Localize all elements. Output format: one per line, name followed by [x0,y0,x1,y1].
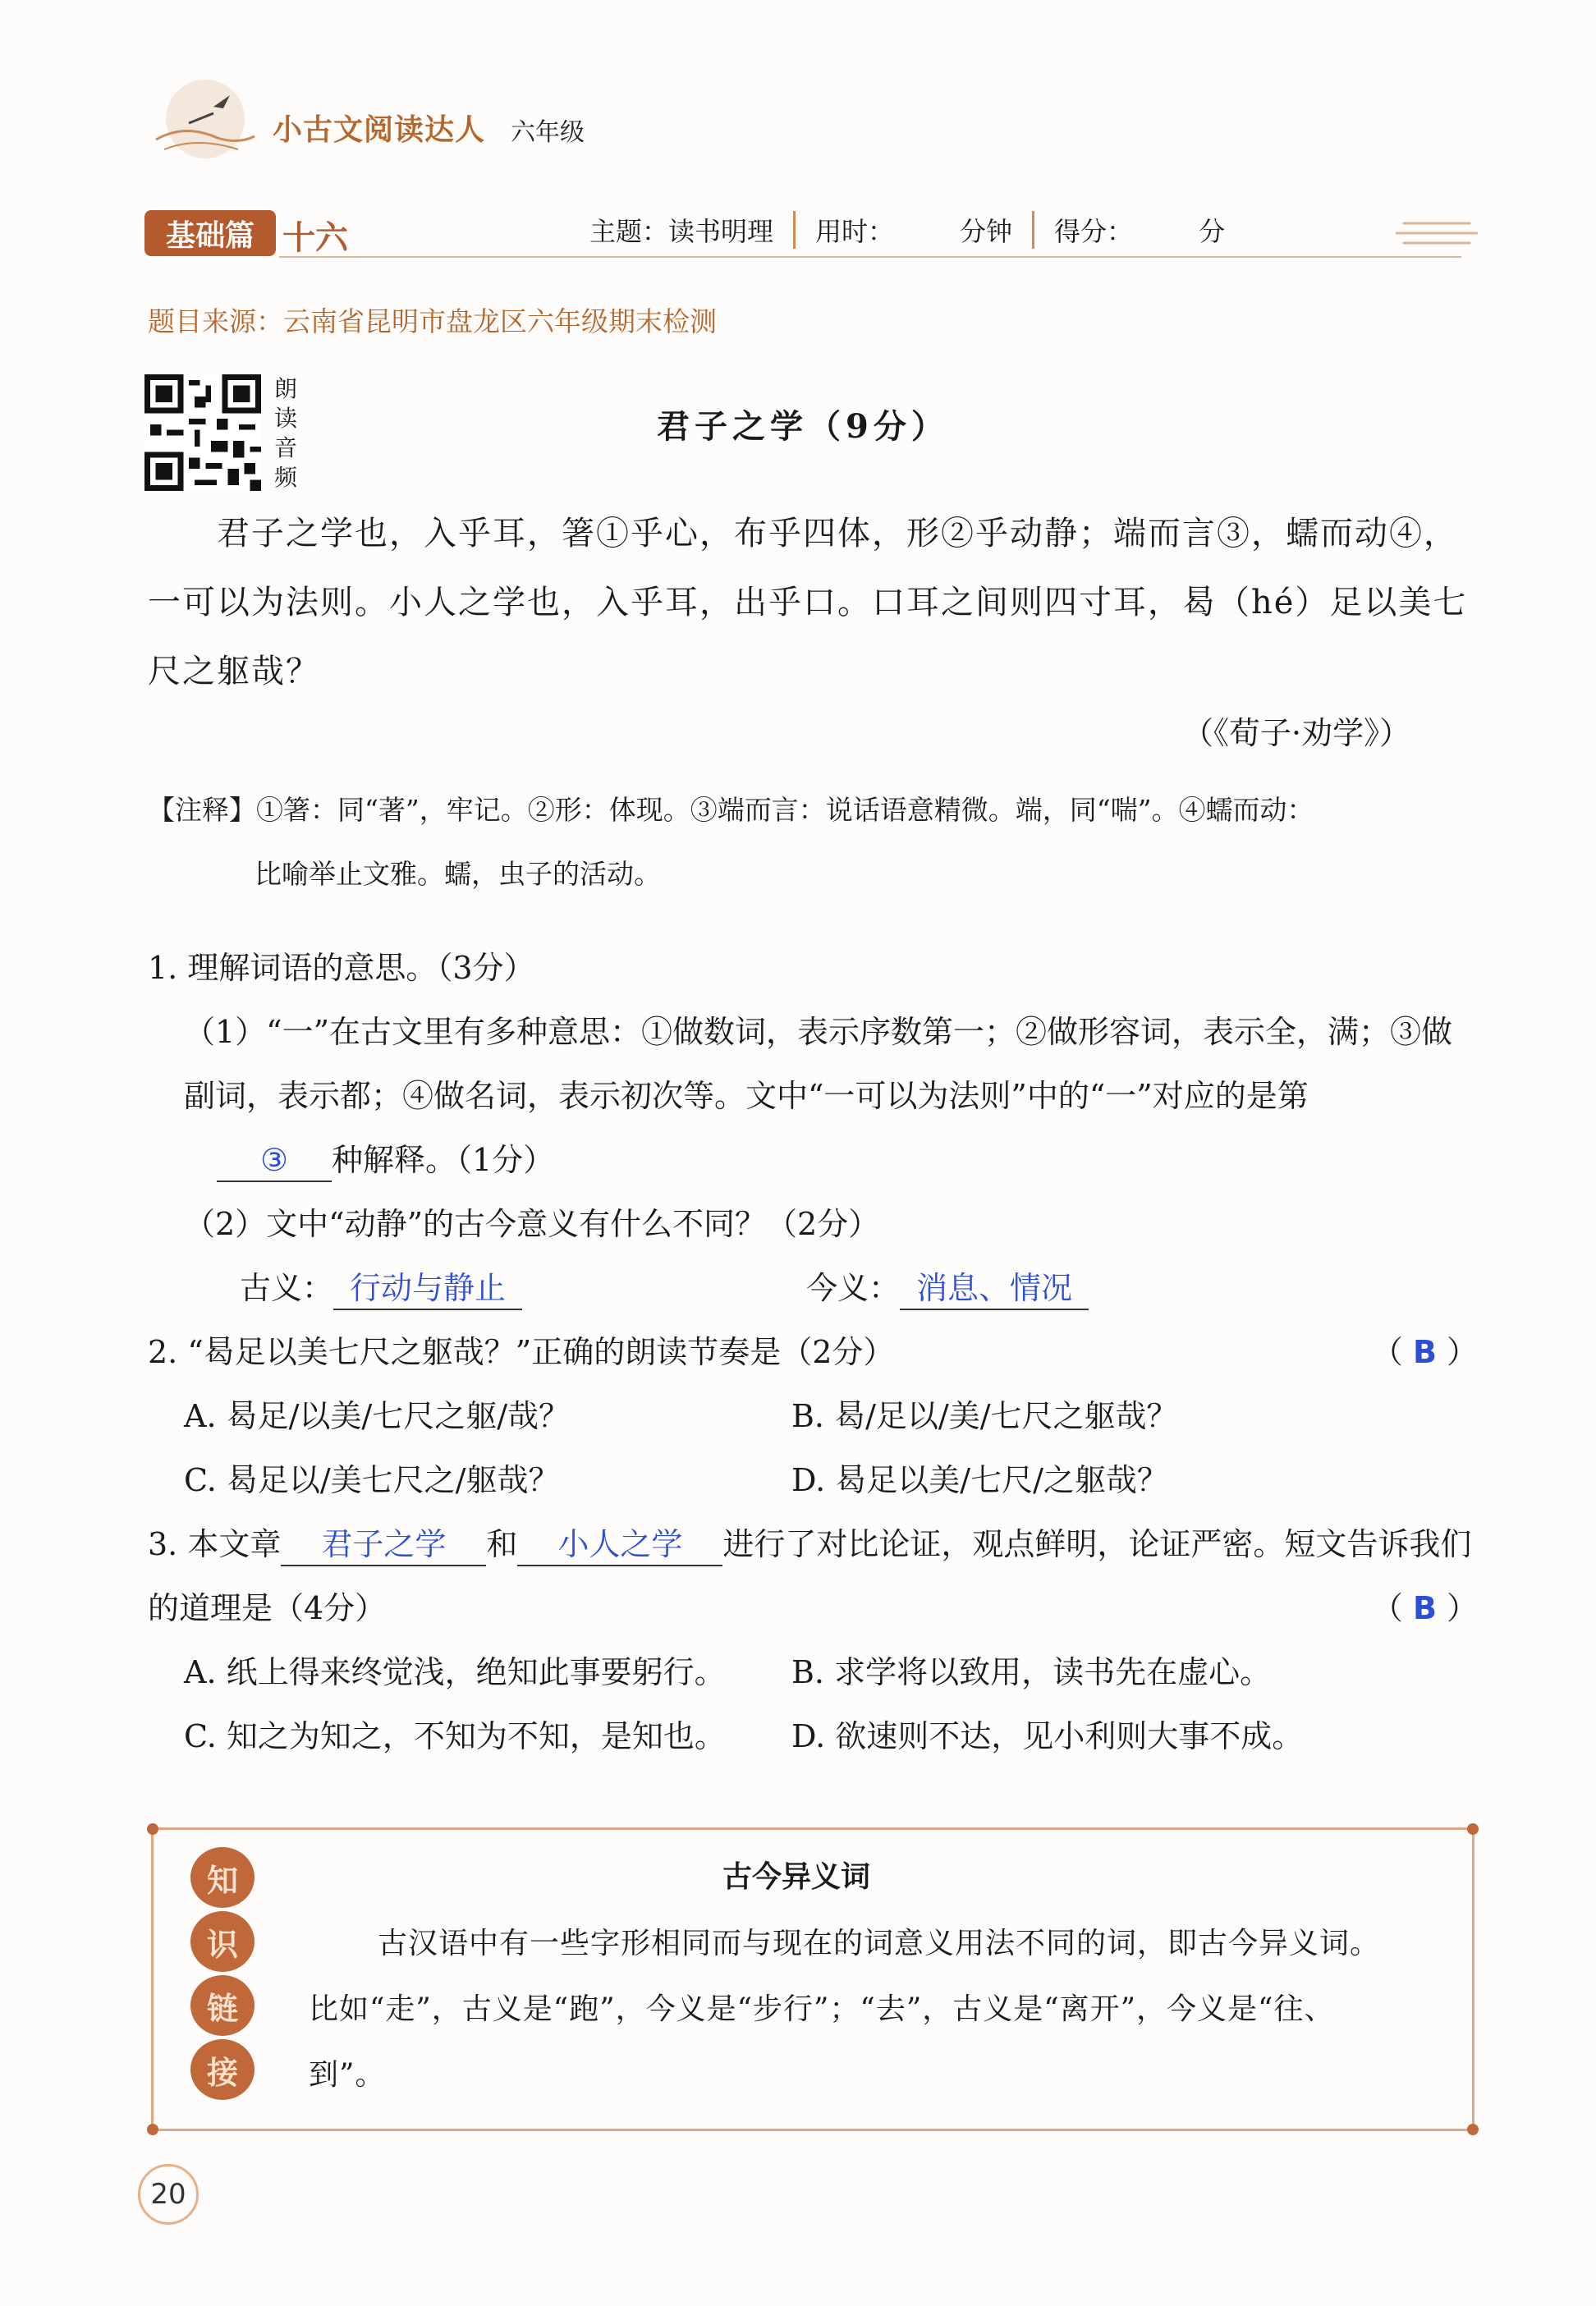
qr-label: 朗读音频 [273,375,297,491]
corner-dot [147,1823,158,1835]
question-3-text-c: 进行了对比论证，观点鲜明，论证严密。短文告诉我们的道理是（4分） [148,1526,1472,1626]
header-divider [279,256,1461,258]
option-a[interactable]: A. 纸上得来终觉浅，绝知此事要躬行。 [184,1654,726,1690]
annotation-line: 【注释】①箸：同“著”，牢记。②形：体现。③端而言：说话语意精微。端，同“喘”。④蠕而动： [148,794,1314,826]
book-title: 小古文阅读达人 [273,113,486,147]
modern-meaning-blank[interactable]: 消息、情况 [900,1268,1089,1310]
answer-bracket[interactable]: （ B ） [1371,1334,1478,1370]
knowledge-body: 古汉语中有一些字形相同而与现在的词意义用法不同的词，即古今异义词。比如“走”，古义是“跑”，今义是“步行”；“去”，古义是“离开”，今义是“往、到”。 [309,1927,1381,2092]
question-3-text-a: 3. 本文章 [148,1526,282,1562]
knowledge-link-badges [190,1847,256,2103]
answer-bracket[interactable]: （ B ） [1371,1590,1478,1626]
question-3-blank-1[interactable]: 君子之学 [281,1524,486,1566]
badge-char: 链 [190,1975,255,2036]
meta-separator [1032,211,1034,249]
badge-char: 接 [190,2039,255,2100]
badge-char: 知 [190,1847,255,1908]
grade-label: 六年级 [511,118,585,147]
qr-code-icon[interactable] [144,374,261,491]
question-1-title: 1. 理解词语的意思。（3分） [148,950,535,986]
ancient-meaning-label: 古义： [240,1270,334,1306]
question-1 [148,936,1478,1320]
sub1-tail: 种解释。（1分） [332,1142,555,1178]
sub1-answer-blank[interactable]: ③ [217,1139,332,1182]
ancient-meaning-blank[interactable]: 行动与静止 [333,1268,522,1310]
option-a[interactable]: A. 曷足/以美/七尺之躯/哉？ [184,1398,571,1434]
section-badge: 基础篇 [144,210,276,256]
question-1-sub1 [148,1000,1478,1192]
question-3-text-b: 和 [486,1526,518,1562]
knowledge-title: 古今异义词 [722,1860,871,1894]
question-2-answer: B [1412,1334,1437,1370]
question-2-text: 2. “曷足以美七尺之躯哉？”正确的朗读节奏是（2分） [148,1334,895,1370]
corner-dot [1467,2124,1479,2135]
passage-title: 君子之学（9分） [657,407,949,446]
passage-attribution: （《荀子·劝学》） [1182,715,1411,751]
badge-char: 识 [190,1911,255,1972]
time-label: 用时： [815,216,895,247]
topic-label: 主题：读书明理 [589,216,774,247]
question-3-answer: B [1412,1590,1437,1626]
option-c[interactable]: C. 曷足以/美七尺之/躯哉？ [184,1462,560,1498]
time-unit: 分钟 [960,216,1013,247]
wave-lines-icon [1396,213,1478,254]
option-b[interactable]: B. 求学将以致用，读书先在虚心。 [791,1654,1272,1690]
passage-text: 君子之学也，入乎耳，箸①乎心，布乎四体，形②乎动静；端而言③，蠕而动④，一可以为法则。小人之学也，入乎耳，出乎口。口耳之间则四寸耳，曷（hé）足以美七尺之躯哉？ [148,515,1468,690]
page-number: 20 [138,2164,199,2225]
option-d[interactable]: D. 欲速则不达，见小利则大事不成。 [791,1718,1304,1754]
sub1-text: （1）“一”在古文里有多种意思：①做数词，表示序数第一；②做形容词，表示全，满；③做副词，表示都；④做名词，表示初次等。文中“一可以为法则”中的“一”对应的是第 [184,1014,1453,1114]
question-3 [148,1512,1478,1768]
annotation-line: 比喻举止文雅。蠕，虫子的活动。 [255,858,661,890]
modern-meaning-label: 今义： [806,1270,901,1306]
section-number: 十六 [282,218,348,257]
meta-bar [589,209,1225,251]
meta-separator [793,211,796,249]
corner-dot [1467,1823,1479,1835]
option-b[interactable]: B. 曷/足以/美/七尺之躯哉？ [791,1398,1178,1434]
sub2-text: （2）文中“动静”的古今意义有什么不同？（2分） [184,1206,880,1242]
question-source: 题目来源：云南省昆明市盘龙区六年级期末检测 [148,305,717,337]
header-crane-icon [140,74,263,164]
score-unit: 分 [1199,216,1226,247]
option-c[interactable]: C. 知之为知之，不知为不知，是知也。 [184,1718,726,1754]
corner-dot [147,2124,158,2135]
question-2 [148,1320,1478,1512]
sub2-answers [148,1256,1478,1320]
annotations [148,778,1478,906]
option-d[interactable]: D. 曷足以美/七尺/之躯哉？ [791,1462,1168,1498]
score-label: 得分： [1054,216,1134,247]
question-3-blank-2[interactable]: 小人之学 [517,1524,722,1566]
